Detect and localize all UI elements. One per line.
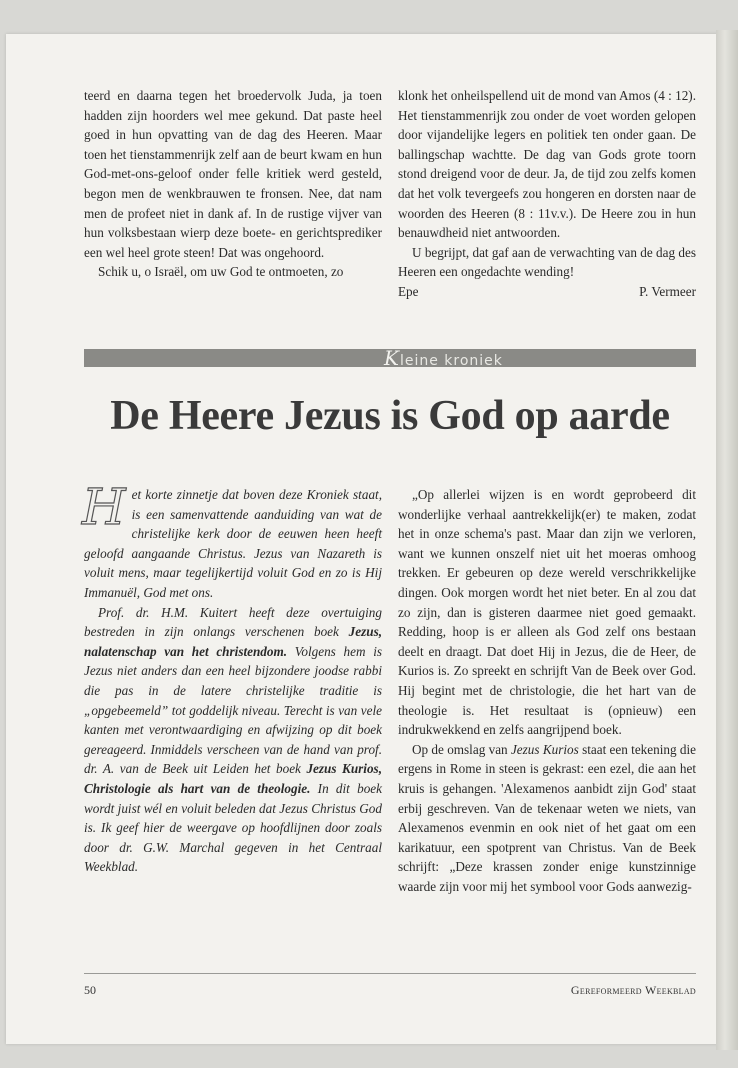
previous-article-left-column <box>84 86 382 282</box>
drop-cap: H <box>82 478 126 536</box>
paragraph: Prof. dr. H.M. Kuitert heeft deze overtuiging bestreden in zijn onlangs verschenen boek Jezus, nalatenschap van het christendom. Volgens hem is Jezus niet anders dan een heel bijzondere joodse rabbi die pas in de latere christelijke traditie is „opgebeemeld” tot goddelijk niveau. Terecht is van vele kanten met verontwaardiging en afwijzing op dit boek gereageerd. Inmiddels verscheen van de hand van prof. dr. A. van de Beek uit Leiden het boek Jezus Kurios, Christologie als hart van de theologie. In dit boek wordt juist wél en voluit beleden dat Jezus Christus God is. Ik geef hier de weergave op hoofdlijnen door zoals door dr. G.W. Marchal gegeven in het Centraal Weekblad. <box>84 604 382 875</box>
footer-rule <box>84 973 696 974</box>
section-title-initial: K <box>384 346 400 370</box>
paragraph: Op de omslag van Jezus Kurios staat een tekening die ergens in Rome in steen is gekrast: een ezel, die aan het kruis is gehangen. 'Alexamenos aanbidt zijn God' staat erbij geschreven. Van de tekenaar weten we niets, van Alexamenos evenmin en ook niet of het gaat om een karikatuur, een spotprent van Christus. Van de Beek schrijft: „Deze krassen zonder enige kunstzinnige waarde zijn voor mij het symbool voor Gods aanwezig- <box>398 741 696 894</box>
previous-article-right-column <box>398 86 696 302</box>
page-spine <box>716 30 738 1050</box>
article-right-column <box>398 485 696 896</box>
paragraph: klonk het onheilspellend uit de mond van Amos (4 : 12). Het tienstammenrijk zou onder de voet worden gelopen door vijandelijke legers en politiek ten onder gaan. De ballingschap wachtte. De dag van Gods grote toorn stond dreigend voor de deur. Ja, de tijd zou zelfs komen dat het volk tevergeefs zou hongeren en dorsten naar de woorden des Heeren (8 : 11v.v.). De Heere zou in hun benauwdheid niet antwoorden. <box>398 88 696 241</box>
paragraph: „Op allerlei wijzen is en wordt geprobeerd dit wonderlijke verhaal aantrekkelijk(er) te maken, zodat het in onze schema's past. Maar dan zijn we verloren, want we kunnen onszelf niet uit het moeras omhoog trekken. Er gebeuren op deze wereld verschrikkelijke dingen. Ook morgen wordt het niet beter. En al zou dat zo zijn, dan is gisteren daarmee niet goed gemaakt. Redding, hoop is er alleen als God zelf ons bestaan deelt en draagt. Dat doet Hij in Jezus, die de Heer, de Kurios is. Zo spreekt en schrijft Van de Beek over God. Hij begint met de christologie, die het hart van de theologie is. Het resultaat is (opnieuw) een indrukwekkend en zelfs aangrijpend boek. <box>398 487 696 738</box>
book-title: Jezus, nalatenschap van het christendom. <box>84 624 382 659</box>
book-title: Jezus Kurios <box>510 741 579 757</box>
book-title: Jezus Kurios, Christologie als hart van de theologie. <box>84 761 382 796</box>
signature-place: Epe <box>398 283 419 299</box>
article-left-column <box>82 478 382 877</box>
signature <box>398 282 696 302</box>
article-headline: De Heere Jezus is God op aarde <box>110 393 670 439</box>
paragraph: teerd en daarna tegen het broedervolk Juda, ja toen hadden zijn hoorders wel mee gekund. Dat paste heel goed in hun opvatting van de dag des Heeren. Maar toen het tienstammenrijk zelf aan de beurt kwam en hun God-met-ons-geloof onder felle kritiek werd gesteld, begon men de wenkbrauwen te fronsen. Nee, dat nam men de profeet niet in dank af. In de rustige vijver van hun volksbestaan wierp deze boete- en gerichtsprediker een wel heel grote steen! Dat was ongehoord. <box>84 88 382 260</box>
intro-paragraph: Het korte zinnetje dat boven deze Kroniek staat, is een samenvattende aanduiding van wat de christelijke kerk door de eeuwen heen heeft geloofd aangaande Christus. Jezus van Nazareth is voluit mens, maar tegelijkertijd voluit God en zo is Hij Immanuël, God met ons. <box>82 478 382 600</box>
section-title-rest: leine kroniek <box>399 353 503 369</box>
page-number: 50 <box>84 983 96 997</box>
section-title <box>384 346 503 370</box>
paragraph: Schik u, o Israël, om uw God te ontmoeten, zo <box>98 264 344 280</box>
section-band <box>84 346 696 370</box>
journal-name: Gereformeerd Weekblad <box>570 983 696 997</box>
paragraph: U begrijpt, dat gaf aan de verwachting van de dag des Heeren een ongedachte wending! <box>398 244 696 280</box>
signature-author: P. Vermeer <box>639 283 696 299</box>
